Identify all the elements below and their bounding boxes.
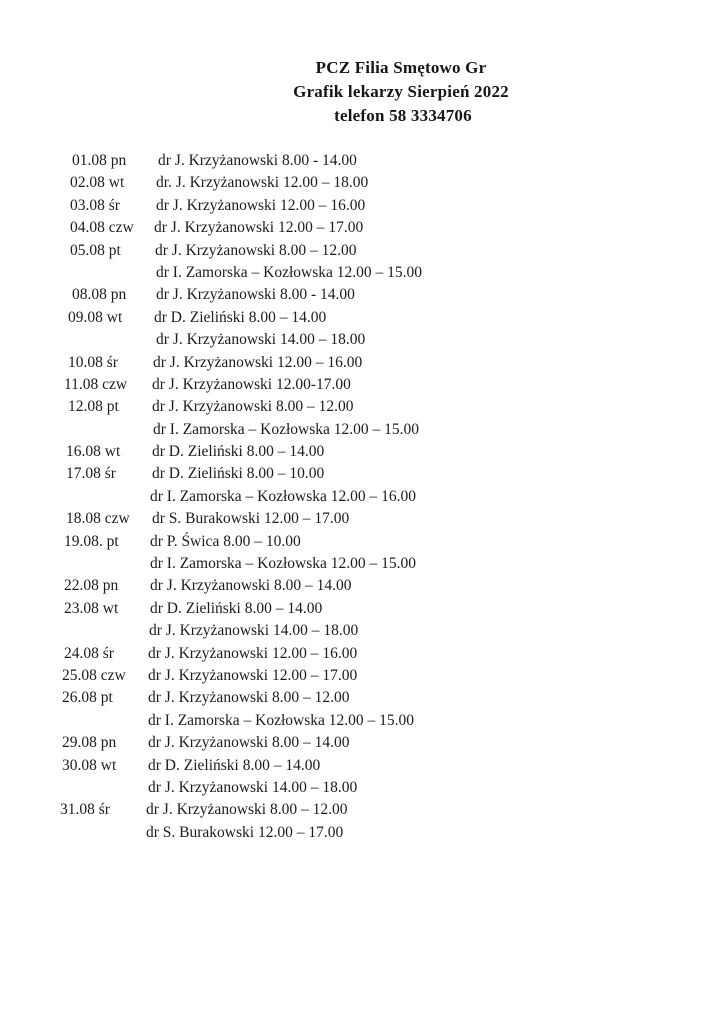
schedule-entry: dr J. Krzyżanowski 8.00 – 12.00 xyxy=(148,689,350,707)
schedule-row xyxy=(0,822,718,844)
schedule-day: 31.08 śr xyxy=(60,801,110,819)
schedule-row xyxy=(0,486,718,508)
schedule-entry: dr I. Zamorska – Kozłowska 12.00 – 15.00 xyxy=(148,711,415,729)
schedule-day: 16.08 wt xyxy=(66,443,121,461)
schedule-day: 10.08 śr xyxy=(68,353,118,371)
schedule-row xyxy=(0,777,718,799)
schedule-row xyxy=(0,352,718,374)
schedule-day: 08.08 pn xyxy=(72,286,127,304)
schedule-day: 22.08 pn xyxy=(64,577,119,595)
schedule-row xyxy=(0,620,718,642)
schedule-entry: dr D. Zieliński 8.00 – 14.00 xyxy=(150,599,323,617)
schedule-row xyxy=(0,150,718,172)
schedule-entry: dr S. Burakowski 12.00 – 17.00 xyxy=(146,823,344,841)
schedule-day: 11.08 czw xyxy=(64,375,128,393)
schedule-entry: dr J. Krzyżanowski 12.00 – 16.00 xyxy=(148,644,358,662)
schedule-day: 24.08 śr xyxy=(64,644,114,662)
schedule-day: 05.08 pt xyxy=(70,241,121,259)
schedule-day: 17.08 śr xyxy=(66,465,116,483)
schedule-row xyxy=(0,755,718,777)
schedule-entry: dr J. Krzyżanowski 8.00 – 14.00 xyxy=(148,734,350,752)
schedule-day: 29.08 pn xyxy=(62,734,117,752)
schedule-day: 02.08 wt xyxy=(70,174,125,192)
schedule-row xyxy=(0,575,718,597)
schedule-entry: dr D. Zieliński 8.00 – 14.00 xyxy=(152,443,325,461)
schedule-day: 25.08 czw xyxy=(62,666,126,684)
schedule-row xyxy=(0,217,718,239)
clinic-name: PCZ Filia Smętowo Gr xyxy=(315,58,487,77)
schedule-entry: dr J. Krzyżanowski 8.00 - 14.00 xyxy=(158,152,357,169)
schedule-row xyxy=(0,710,718,732)
schedule-entry: dr I. Zamorska – Kozłowska 12.00 – 15.00 xyxy=(153,420,420,438)
schedule-entry: dr S. Burakowski 12.00 – 17.00 xyxy=(152,510,350,528)
schedule-day: 03.08 śr xyxy=(70,196,120,214)
schedule-entry: dr J. Krzyżanowski 12.00 – 17.00 xyxy=(148,666,358,684)
schedule-row xyxy=(0,441,718,463)
schedule-entry: dr J. Krzyżanowski 8.00 – 12.00 xyxy=(152,398,354,416)
schedule-entry: dr J. Krzyżanowski 12.00 – 16.00 xyxy=(153,353,363,371)
schedule-row xyxy=(0,799,718,821)
schedule-entry: dr P. Świca 8.00 – 10.00 xyxy=(150,532,301,550)
schedule-day: 04.08 czw xyxy=(70,219,134,237)
schedule-day: 12.08 pt xyxy=(68,398,119,416)
schedule-entry: dr I. Zamorska – Kozłowska 12.00 – 15.00 xyxy=(150,555,417,573)
schedule-entry: dr J. Krzyżanowski 8.00 – 12.00 xyxy=(155,241,357,259)
schedule-title: Grafik lekarzy Sierpień 2022 xyxy=(293,82,509,101)
schedule-entry: dr I. Zamorska – Kozłowska 12.00 – 15.00 xyxy=(156,263,423,281)
schedule-entry: dr D. Zieliński 8.00 – 10.00 xyxy=(152,465,325,483)
schedule-row xyxy=(0,531,718,553)
schedule-row xyxy=(0,374,718,396)
schedule-row xyxy=(0,553,718,575)
schedule-day: 09.08 wt xyxy=(68,308,123,326)
schedule-row xyxy=(0,396,718,418)
phone-number: telefon 58 3334706 xyxy=(334,106,472,125)
schedule-day: 30.08 wt xyxy=(62,756,117,774)
schedule-row xyxy=(0,665,718,687)
schedule-row xyxy=(0,172,718,194)
document-header xyxy=(0,56,718,128)
schedule-day: 26.08 pt xyxy=(62,689,113,707)
schedule-entry: dr J. Krzyżanowski 14.00 – 18.00 xyxy=(149,622,359,640)
schedule-row xyxy=(0,643,718,665)
schedule-day: 18.08 czw xyxy=(66,510,130,528)
schedule-row xyxy=(0,307,718,329)
schedule-entry: dr J. Krzyżanowski 12.00 – 16.00 xyxy=(156,196,366,214)
schedule-day: 19.08. pt xyxy=(64,532,119,550)
schedule-row xyxy=(0,508,718,530)
schedule-day: 23.08 wt xyxy=(64,599,119,617)
schedule-entry: dr I. Zamorska – Kozłowska 12.00 – 16.00 xyxy=(150,487,417,505)
schedule-entry: dr J. Krzyżanowski 12.00-17.00 xyxy=(152,375,351,393)
schedule-row xyxy=(0,732,718,754)
doctor-schedule xyxy=(0,150,718,844)
schedule-row xyxy=(0,598,718,620)
schedule-day: 01.08 pn xyxy=(72,152,127,169)
schedule-entry: dr J. Krzyżanowski 14.00 – 18.00 xyxy=(148,778,358,796)
schedule-row xyxy=(0,329,718,351)
schedule-row xyxy=(0,195,718,217)
schedule-entry: dr D. Zieliński 8.00 – 14.00 xyxy=(148,756,321,774)
schedule-entry: dr. J. Krzyżanowski 12.00 – 18.00 xyxy=(156,174,369,192)
schedule-entry: dr J. Krzyżanowski 8.00 – 12.00 xyxy=(146,801,348,819)
schedule-row xyxy=(0,463,718,485)
schedule-entry: dr J. Krzyżanowski 14.00 – 18.00 xyxy=(156,331,366,349)
schedule-row xyxy=(0,240,718,262)
schedule-entry: dr J. Krzyżanowski 8.00 – 14.00 xyxy=(150,577,352,595)
schedule-entry: dr J. Krzyżanowski 8.00 - 14.00 xyxy=(156,286,355,304)
schedule-entry: dr D. Zieliński 8.00 – 14.00 xyxy=(154,308,327,326)
schedule-row xyxy=(0,419,718,441)
schedule-row xyxy=(0,687,718,709)
schedule-row xyxy=(0,284,718,306)
schedule-row xyxy=(0,262,718,284)
schedule-entry: dr J. Krzyżanowski 12.00 – 17.00 xyxy=(154,219,364,237)
